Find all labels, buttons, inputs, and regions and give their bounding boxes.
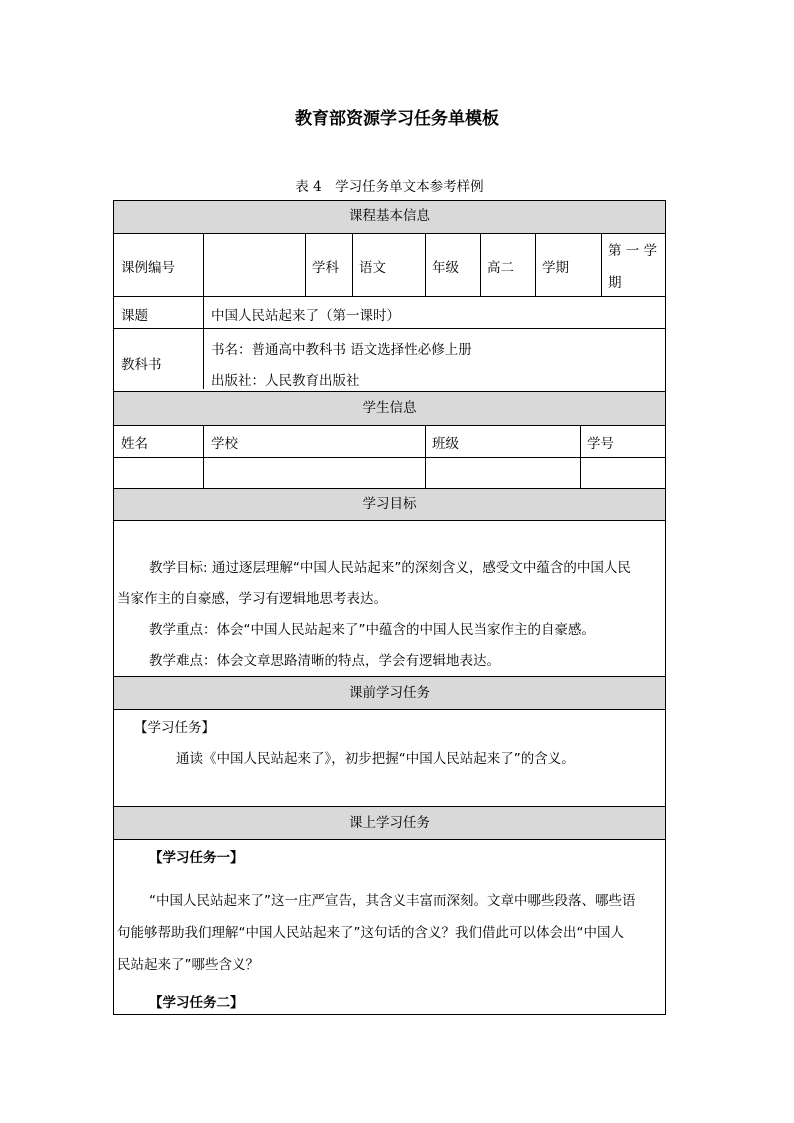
- row-divider: [114, 457, 665, 458]
- student-info-header: 学生信息: [114, 392, 665, 426]
- term-value-line2: 期: [608, 275, 622, 291]
- row-divider: [114, 296, 665, 297]
- in-class-header: 课上学习任务: [114, 807, 665, 840]
- table-caption: 表 4 学习任务单文本参考样例: [295, 179, 484, 195]
- teaching-difficulty: 教学难点：体会文章思路清晰的特点，学会有逻辑地表达。: [149, 653, 500, 669]
- textbook-publisher: 出版社：人民教育出版社: [211, 373, 360, 389]
- topic-value: 中国人民站起来了（第一课时）: [211, 308, 400, 324]
- pre-class-task-heading: 【学习任务】: [134, 720, 215, 736]
- task2-heading: 【学习任务二】: [149, 995, 244, 1011]
- teaching-goal-line2: 当家作主的自豪感，学习有逻辑地思考表达。: [117, 591, 387, 607]
- grade-value: 高二: [487, 260, 514, 276]
- term-value-line1: 第 一 学: [608, 243, 658, 259]
- term-label: 学期: [542, 260, 569, 276]
- student-id-label: 学号: [587, 436, 614, 452]
- subject-label: 学科: [312, 260, 339, 276]
- column-divider: [480, 234, 481, 296]
- task1-text-line2: 句能够帮助我们理解“中国人民站起来了”这句话的含义？我们借此可以体会出“中国人: [117, 925, 624, 941]
- task-sheet-table: [113, 200, 666, 1015]
- column-divider: [601, 234, 602, 296]
- name-label: 姓名: [121, 436, 148, 452]
- column-divider: [535, 234, 536, 296]
- column-divider: [425, 234, 426, 296]
- task1-heading: 【学习任务一】: [149, 850, 244, 866]
- school-label: 学校: [211, 436, 238, 452]
- document-title: 教育部资源学习任务单模板: [295, 109, 499, 129]
- grade-label: 年级: [432, 260, 459, 276]
- subject-value: 语文: [359, 260, 386, 276]
- pre-class-task-text: 通读《中国人民站起来了》，初步把握“中国人民站起来了”的含义。: [176, 751, 575, 767]
- textbook-label: 教科书: [121, 357, 162, 373]
- task1-text-line3: 民站起来了”哪些含义？: [117, 957, 259, 973]
- teaching-goal-line1: 教学目标: 通过逐层理解“中国人民站起来”的深刻含义，感受文中蕴含的中国人民: [149, 560, 631, 576]
- objectives-header: 学习目标: [114, 489, 665, 521]
- column-divider: [203, 234, 204, 389]
- column-divider: [305, 234, 306, 296]
- pre-class-header: 课前学习任务: [114, 677, 665, 710]
- topic-label: 课题: [121, 308, 148, 324]
- column-divider: [352, 234, 353, 296]
- row-divider: [114, 328, 665, 329]
- course-info-header: 课程基本信息: [114, 201, 665, 234]
- teaching-key-point: 教学重点：体会“中国人民站起来了”中蕴含的中国人民当家作主的自豪感。: [149, 622, 595, 638]
- task1-text-line1: “中国人民站起来了”这一庄严宣告，其含义丰富而深刻。文章中哪些段落、哪些语: [149, 893, 636, 909]
- case-no-label: 课例编号: [121, 260, 175, 276]
- textbook-name: 书名：普通高中教科书 语文选择性必修上册: [211, 342, 472, 358]
- class-label: 班级: [432, 436, 459, 452]
